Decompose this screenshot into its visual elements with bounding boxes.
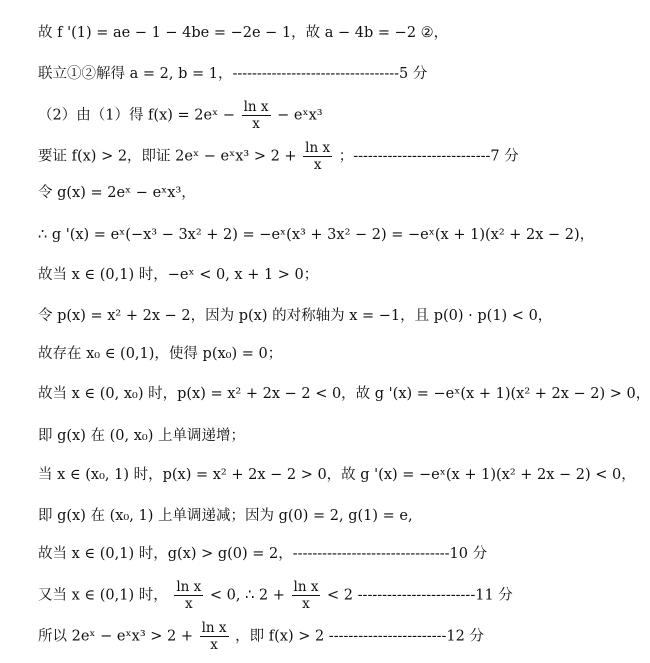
line-interval-increasing-condition: 故当 x ∈ (0, x₀) 时，p(x) = x² + 2x − 2 < 0，故 g '(x) = −eˣ(x + 1)(x² + 2x − 2) > 0， (38, 386, 650, 402)
line-part2-function (38, 99, 557, 132)
fraction-numerator: ln x (243, 99, 269, 115)
fraction-denominator: x (302, 596, 310, 612)
line-derivative-condition: 故 f '(1) = ae − 1 − 4be = −2e − 1，故 a − 4b = −2 ②， (38, 25, 449, 41)
fraction-numerator: ln x (293, 579, 319, 595)
text-segment: < 2 ------------------------11 分 (327, 587, 513, 604)
fraction-denominator: x (184, 596, 193, 612)
fraction-numerator: ln x (201, 620, 227, 636)
fraction-denominator: x (313, 157, 322, 173)
fraction-numerator: ln x (305, 140, 331, 156)
line-root-exists: 故存在 x₀ ∈ (0,1)，使得 p(x₀) = 0； (38, 346, 283, 362)
text-segment: 又当 x ∈ (0,1) 时， (38, 587, 168, 604)
text-segment: ，即 f(x) > 2 ------------------------12 分 (235, 628, 484, 645)
text-segment: （2）由（1）得 f(x) = 2eˣ − (38, 107, 235, 124)
fraction-ln-x-over-x (292, 579, 321, 612)
line-solve-a-b: 联立①②解得 a = 2, b = 1，----------------------------------5 分 (38, 66, 428, 82)
fraction-ln-x-over-x (174, 579, 203, 612)
text-segment: 所以 2eˣ − eˣx³ > 2 + (38, 628, 193, 645)
fraction-denominator: x (210, 637, 218, 653)
text-segment: < 0, ∴ 2 + (209, 587, 285, 604)
fraction-ln-x-over-x (303, 140, 332, 173)
fraction-ln-x-over-x (242, 99, 271, 132)
fraction-numerator: ln x (176, 579, 202, 595)
text-segment: ；----------------------------7 分 (338, 148, 519, 165)
line-g-derivative: ∴ g '(x) = eˣ(−x³ − 3x² + 2) = −eˣ(x³ + 3x² − 2) = −eˣ(x + 1)(x² + 2x − 2)， (38, 227, 595, 243)
text-segment: − eˣx³ (277, 107, 323, 124)
line-define-g: 令 g(x) = 2eˣ − eˣx³， (38, 185, 196, 201)
fraction-ln-x-over-x (200, 620, 229, 653)
line-increasing: 即 g(x) 在 (0, x₀) 上单调递增； (38, 428, 245, 444)
line-sign-analysis: 故当 x ∈ (0,1) 时，−eˣ < 0, x + 1 > 0； (38, 267, 319, 283)
line-g-bound: 故当 x ∈ (0,1) 时，g(x) > g(0) = 2，--------------------------------10 分 (38, 546, 488, 562)
line-ln-bound (38, 579, 557, 612)
text-segment: 要证 f(x) > 2，即证 2eˣ − eˣx³ > 2 + (38, 148, 297, 165)
line-conclusion (38, 620, 557, 653)
line-decreasing: 即 g(x) 在 (x₀, 1) 上单调递减；因为 g(0) = 2, g(1) = e, (38, 508, 413, 524)
fraction-denominator: x (252, 116, 260, 132)
line-define-p: 令 p(x) = x² + 2x − 2，因为 p(x) 的对称轴为 x = −1，且 p(0) · p(1) < 0， (38, 308, 553, 324)
line-to-prove (38, 140, 557, 173)
line-interval-decreasing-condition: 当 x ∈ (x₀, 1) 时，p(x) = x² + 2x − 2 > 0，故 g '(x) = −eˣ(x + 1)(x² + 2x − 2) < 0， (38, 467, 636, 483)
